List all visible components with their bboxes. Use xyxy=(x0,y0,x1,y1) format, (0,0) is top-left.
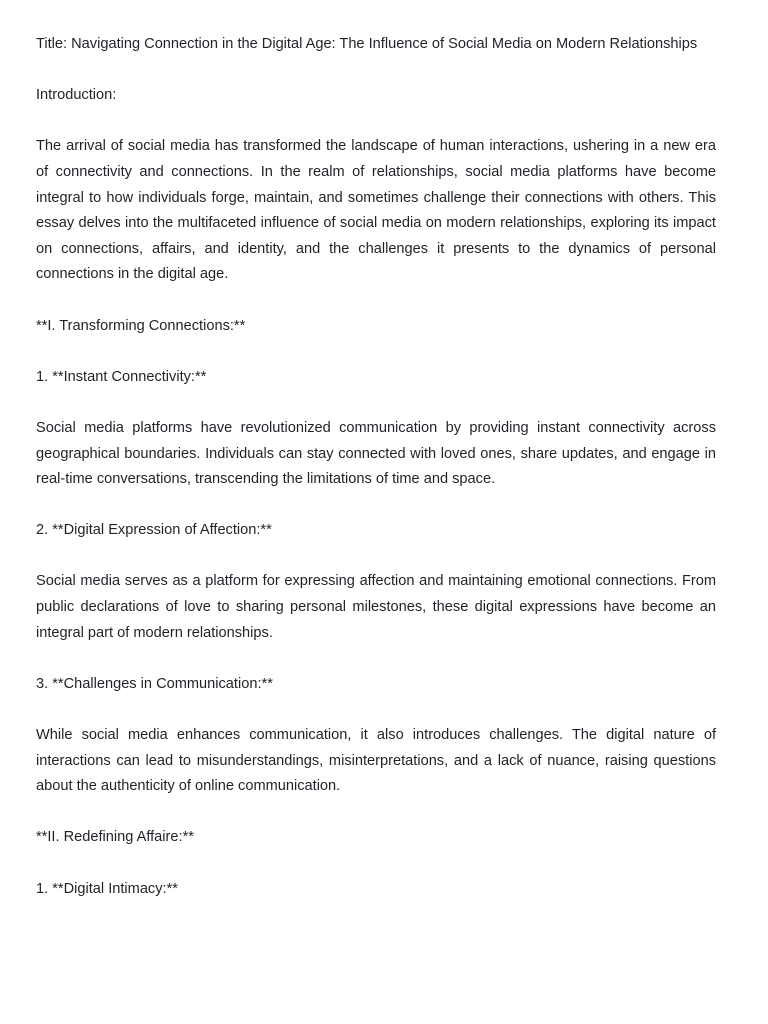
item-heading-instant-connectivity: 1. **Instant Connectivity:** xyxy=(36,368,207,385)
item-paragraph-digital-expression: Social media serves as a platform for expressing affection and maintaining emotional connections. From public declarations of love to sharing personal milestones, these digital expressions have become an integral part of modern relationships. xyxy=(36,573,716,641)
item-paragraph-challenges-communication: While social media enhances communication, it also introduces challenges. The digital nature of interactions can lead to misunderstandings, misinterpretations, and a lack of nuance, raising questions about the authenticity of online communication. xyxy=(36,727,716,795)
paragraph-gap xyxy=(36,339,716,365)
section-heading-transforming-connections: **I. Transforming Connections:** xyxy=(36,317,246,334)
paragraph-gap xyxy=(36,851,716,877)
paragraph-gap xyxy=(36,288,716,314)
item-heading-digital-expression: 2. **Digital Expression of Affection:** xyxy=(36,522,272,539)
paragraph-gap xyxy=(36,697,716,723)
item-heading-digital-intimacy: 1. **Digital Intimacy:** xyxy=(36,880,178,897)
paragraph-gap xyxy=(36,544,716,570)
paragraph-gap xyxy=(36,800,716,826)
paragraph-gap xyxy=(36,109,716,135)
introduction-heading: Introduction: xyxy=(36,87,117,104)
item-heading-challenges-communication: 3. **Challenges in Communication:** xyxy=(36,675,273,692)
document-title: Title: Navigating Connection in the Digital Age: The Influence of Social Media on Modern Relationships xyxy=(36,36,698,52)
item-paragraph-instant-connectivity: Social media platforms have revolutionized communication by providing instant connectivity across geographical boundaries. Individuals can stay connected with loved ones, share updates, and engage in real-time conversations, transcending the limitations of time and space. xyxy=(36,419,716,488)
paragraph-gap xyxy=(36,58,716,84)
paragraph-gap xyxy=(36,646,716,672)
paragraph-gap xyxy=(36,493,716,519)
paragraph-gap xyxy=(36,390,716,416)
introduction-paragraph: The arrival of social media has transformed the landscape of human interactions, ushering in a new era of connectivity and connections. In the realm of relationships, social media platforms have become integral to how individuals forge, maintain, and sometimes challenge their connections with others. This essay delves into the multifaceted influence of social media on modern relationships, exploring its impact on connections, affairs, and identity, and the challenges it presents to the dynamics of personal connections in the digital age. xyxy=(36,138,716,283)
section-heading-redefining-affaire: **II. Redefining Affaire:** xyxy=(36,829,194,846)
